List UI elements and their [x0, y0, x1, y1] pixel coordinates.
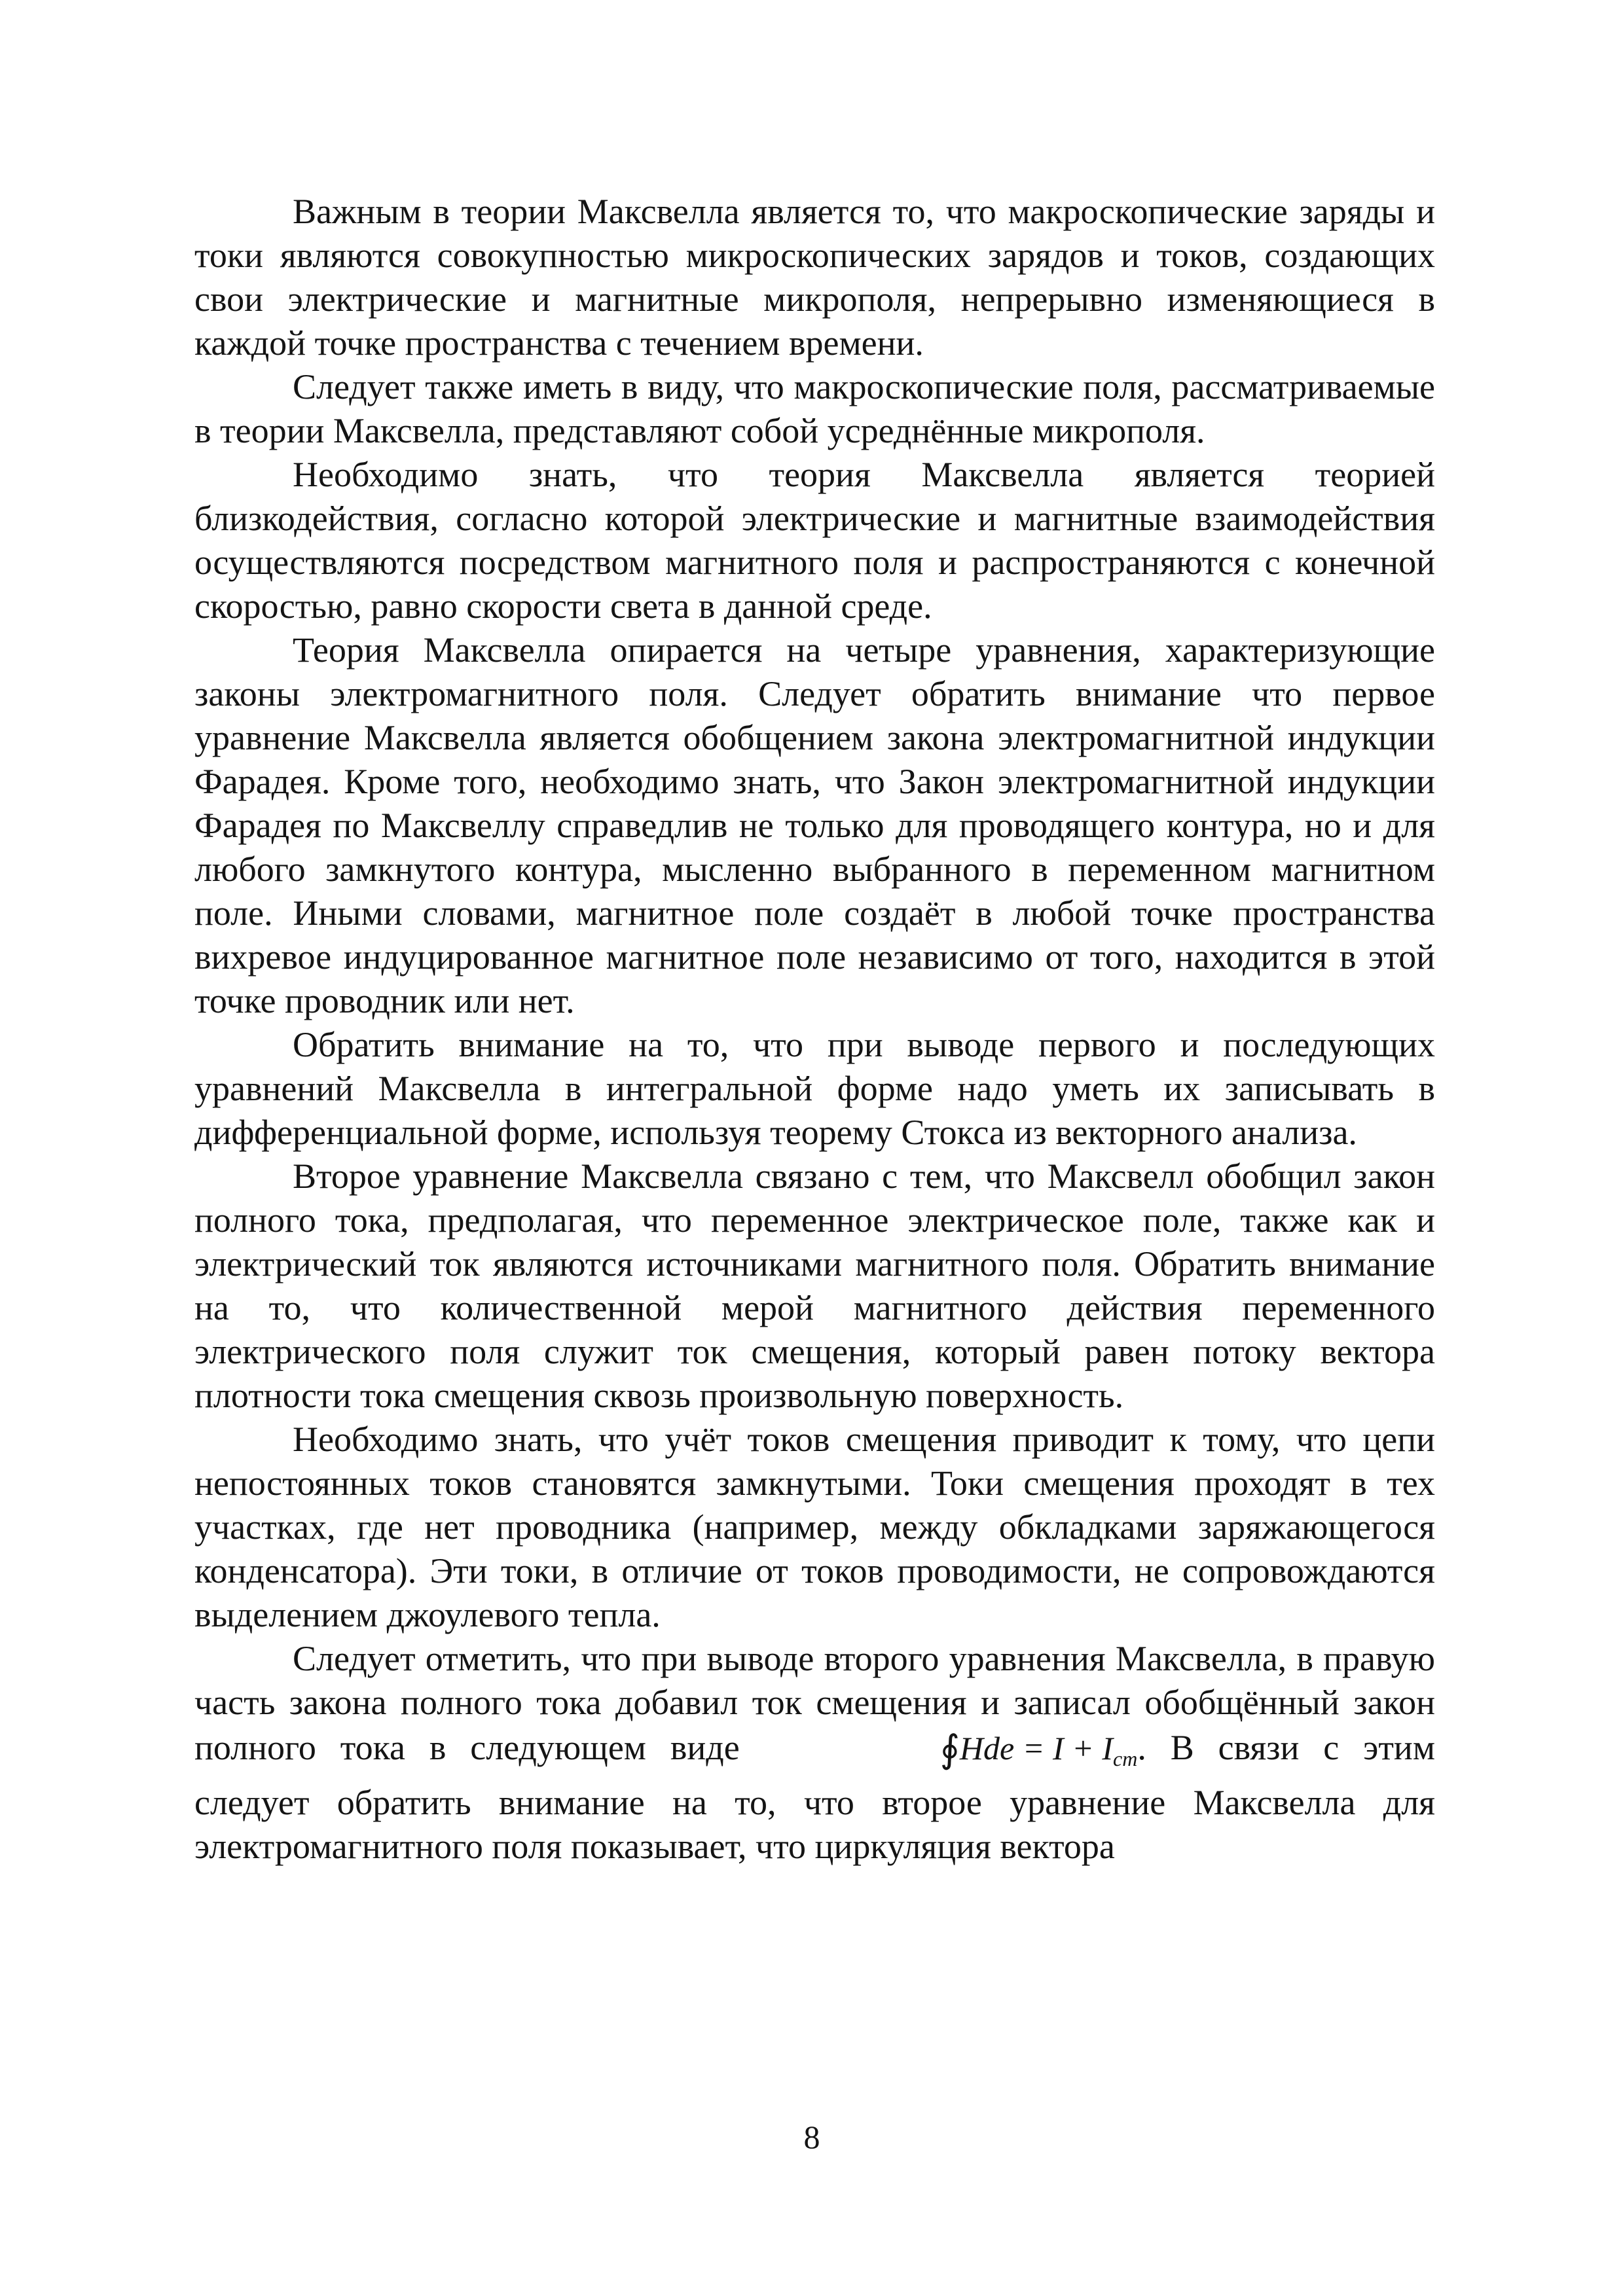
- formula-subscript: cm: [1113, 1747, 1138, 1770]
- body-text: [194, 190, 1435, 1869]
- paragraph-1: Важным в теории Максвелла является то, что макроскопические заряды и токи являются совокупностью микроскопических зарядов и токов, создающих свои электрические и магнитные микрополя, непрерывно изменяющиеся в каждой точке пространства с течением времени.: [194, 192, 1435, 363]
- page-number: 8: [803, 2119, 820, 2155]
- paragraph-5: Обратить внимание на то, что при выводе первого и последующих уравнений Максвелла в интегральной форме надо уметь их записывать в дифференциальной форме, используя теорему Стокса из векторного анализа.: [194, 1025, 1435, 1152]
- contour-integral-symbol: ∮: [939, 1728, 960, 1770]
- total-current-law-formula: [740, 1725, 1138, 1781]
- paragraph-6: Второе уравнение Максвелла связано с тем, что Максвелл обобщил закон полного тока, предполагая, что переменное электрическое поле, также как и электрический ток являются источниками магнитного поля. Обратить внимание на то, что количественной мерой магнитного действия переменного электрического поля служит ток смещения, который равен потоку вектора плотности тока смещения сквозь произвольную поверхность.: [194, 1157, 1435, 1415]
- paragraph-8: [194, 1637, 1435, 1869]
- paragraph-8-text-after-formula: . В связи с этим следует обратить внимание на то, что второе уравнение Максвелла для электромагнитного поля показывает, что циркуляция вектора: [194, 1728, 1435, 1866]
- paragraph-2: Следует также иметь в виду, что макроскопические поля, рассматриваемые в теории Максвелла, представляют собой усреднённые микрополя.: [194, 367, 1435, 450]
- paragraph-7: Необходимо знать, что учёт токов смещения приводит к тому, что цепи непостоянных токов становятся замкнутыми. Токи смещения проходят в тех участках, где нет проводника (например, между обкладками заряжающегося конденсатора). Эти токи, в отличие от токов проводимости, не сопровождаются выделением джоулевого тепла.: [194, 1420, 1435, 1634]
- paragraph-4: Теория Максвелла опирается на четыре уравнения, характеризующие законы электромагнитного поля. Следует обратить внимание что первое уравнение Максвелла является обобщением закона электромагнитной индукции Фарадея. Кроме того, необходимо знать, что Закон электромагнитной индукции Фарадея по Максвеллу справедлив не только для проводящего контура, но и для любого замкнутого контура, мысленно выбранного в переменном магнитном поле. Иными словами, магнитное поле создаёт в любой точке пространства вихревое индуцированное магнитное поле независимо от того, находится в этой точке проводник или нет.: [194, 630, 1435, 1020]
- formula-body: Hde = I + I: [959, 1730, 1113, 1767]
- paragraph-3: Необходимо знать, что теория Максвелла является теорией близкодействия, согласно которой электрические и магнитные взаимодействия осуществляются посредством магнитного поля и распространяются с конечной скоростью, равно скорости света в данной среде.: [194, 455, 1435, 626]
- paragraph-8-text-before-formula: Следует отметить, что при выводе второго уравнения Максвелла, в правую часть закона полного тока добавил ток смещения и записал обобщённый закон полного тока в следующем виде: [194, 1639, 1435, 1767]
